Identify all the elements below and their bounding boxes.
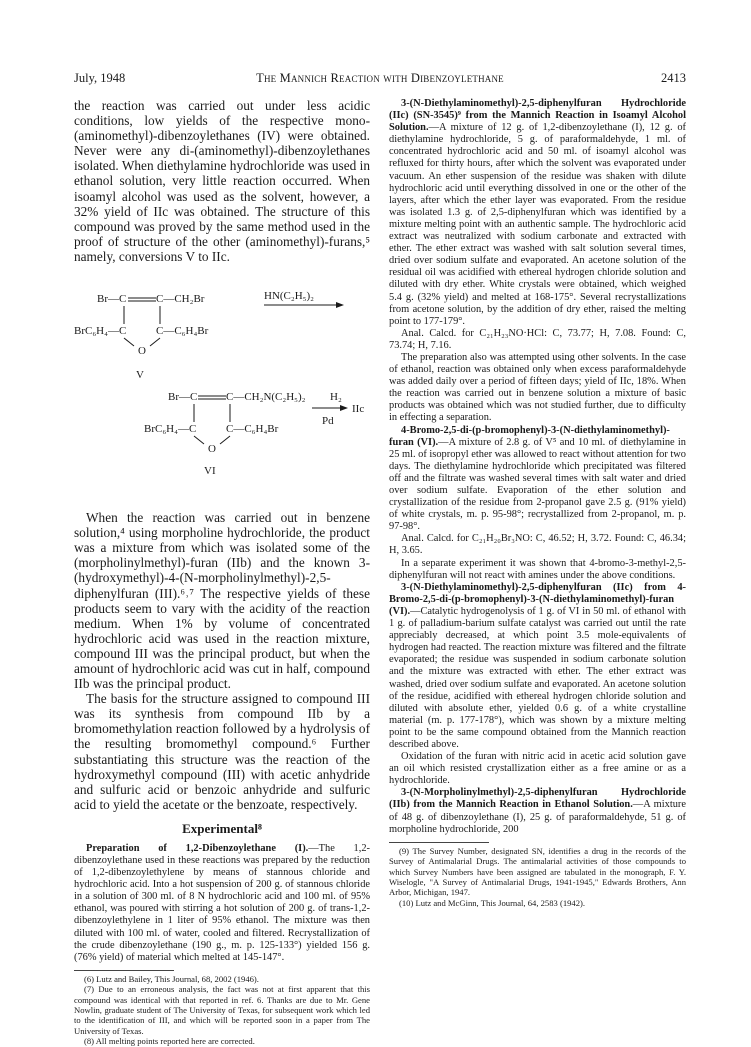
procedure-paragraph: [389, 425, 686, 534]
v-bot-left: BrC₆H₄—C: [74, 325, 127, 338]
procedure-paragraph: [389, 98, 686, 328]
footnote: (6) Lutz and Bailey, This Journal, 68, 2002 (1946).: [84, 973, 259, 984]
vi-oxygen: O: [208, 443, 216, 456]
procedure-body: —A mixture of 12 g. of 1,2-dibenzoylethane (I), 12 g. of diethylamine hydrochloride, 5 g. of paraformaldehyde, 1 ml. of concentrated hydrochloric acid and 50 ml. of isoamyl alcohol was refluxed for thirty hours, after which the solvent was evaporated under vacuum. An ether suspension of the residue was shaken with dilute hydrochloric acid until everything dissolved in one or the other of the layers, after which the ether layer was evaporated. From the residue was isolated 1.3 g. of 2,5-diphenylfuran which was identified by a mixture melting point with an authentic sample. The hydrochloric acid extract was neutralized with sodium carbonate and extracted with ether. The ether extract was washed with salt solution several times, dried over sodium sulfate and evaporated. An acetone solution of the residual oil was acidified with ethereal hydrogen chloride solution and diluted with dry ether. White crystals were obtained, which weighed 5.4 g. (32% yield) and melted at 168-175°. Several recrystallizations from acetone solution, by the addition of dry ether, raised the melting point to 177-179°.: [389, 122, 686, 327]
analysis-line: Anal. Calcd. for C₂₁H₂₃NO·HCl: C, 73.77; H, 7.08. Found: C, 73.74; H, 7.16.: [389, 327, 686, 351]
procedure-title: 3-(N-Diethylaminomethyl)-2,5-diphenylfuran Hydrochloride (IIc) (SN-3545)⁹ from the Mannich Reaction in Isoamyl Alcohol Solution.: [389, 98, 686, 134]
footnote: (9) The Survey Number, designated SN, identifies a drug in the records of the Survey of Antimalarial Drugs. The antimalarial activities of those compounds to which Survey Numbers have been assigned are tabulated in the monograph, F. Y. Wiselogle, "A Survey of Antimalarial Drugs, 1941-1945," Edwards Brothers, Ann Arbor, Michigan, 1947.: [389, 845, 686, 898]
page-number: 2413: [661, 71, 686, 85]
footnotes-right: [389, 846, 686, 908]
vi-label: VI: [204, 465, 216, 478]
vi-bot-right: C—C₆H₄Br: [226, 423, 279, 436]
procedure-paragraph: [74, 843, 370, 964]
procedure-title: Preparation of 1,2-Dibenzoylethane (I).: [86, 842, 309, 854]
v-reagent: HN(C₂H₅)₂: [264, 290, 314, 303]
section-heading: Experimental⁸: [182, 820, 262, 836]
procedure-paragraph: Oxidation of the furan with nitric acid in acetic acid solution gave an oil which resisted crystallization either as a free amine or as a hydrochloride.: [389, 751, 686, 787]
vi-top-mid: C—CH₂N(C₂H₅)₂: [226, 391, 306, 404]
paragraph: The basis for the structure assigned to compound III was its synthesis from compound IIb by a bromomethylation reaction followed by a hydrolysis of the resulting bromomethyl compound.⁶ Further substantiating this structure was the reaction of the hydroxymethyl compound (III) with acetic anhydride and sulfuric acid or benzoic anhydride and sulfuric acid to yield the acetate or the benzoate, respectively.: [74, 691, 370, 812]
paragraph: When the reaction was carried out in benzene solution,⁴ using morpholine hydrochloride, the product was a mixture from which was isolated some of the (morpholinylmethyl)-furan (IIb) and the known 3-(hydroxymethyl)-4-(N-morpholinylmethyl)-2,5-diphenylfuran (III).⁶˒⁷ The respective yields of these products seem to vary with the acidity of the reaction medium. When 1% by volume of concentrated hydrochloric acid was used in the reaction mixture, compound III was the principal product, but when the amount of hydrochloric acid was cut in half, compound IIb was the principal product.: [74, 510, 370, 692]
v-label: V: [136, 369, 144, 382]
procedure-paragraph: [389, 582, 686, 751]
footnote: (8) All melting points reported here are corrected.: [84, 1036, 255, 1047]
procedure-title: 4-Bromo-2,5-di-(p-bromophenyl)-3-(N-diethylaminomethyl)-furan (VI).: [389, 424, 670, 448]
footnotes-left: [74, 974, 370, 1047]
procedure-paragraph: The preparation also was attempted using other solvents. In the case of ethanol, reaction was obtained only when excess paraformaldehyde was added daily over a period of fifteen days; yield of IIc, 18%. When the reaction was carried out in benzene solution a mixture of basic products was obtained which was not studied further, due to difficulty in effecting a separation.: [389, 351, 686, 424]
vi-pd: Pd: [322, 415, 334, 428]
v-top-left: Br—C: [97, 293, 127, 306]
header-title: The Mannich Reaction with Dibenzoylethane: [256, 71, 504, 85]
vi-top-left: Br—C: [168, 391, 198, 404]
v-top-mid: C—CH₂Br: [156, 293, 205, 306]
reaction-scheme-drawing: [74, 268, 370, 506]
vi-h2: H₂: [330, 391, 342, 404]
paragraph: the reaction was carried out under less acidic conditions, low yields of the respective mono-(aminomethyl)-dibenzoylethanes (IV) were obtained. Never were any di-(aminomethyl)-dibenzoylethanes isolated. When diethylamine hydrochloride was used in ethanol solution, very little reaction occurred. When isoamyl alcohol was used as the solvent, however, a 32% yield of IIc was obtained. The structure of this compound was proved by the same method used in the proof of structure of the other (aminomethyl)-furans,⁵ namely, conversions V to IIc.: [74, 98, 370, 264]
vi-bot-left: BrC₆H₄—C: [144, 423, 197, 436]
v-bot-right: C—C₆H₄Br: [156, 325, 209, 338]
analysis-line: Anal. Calcd. for C₂₁H₂₀Br₃NO: C, 46.52; H, 3.72. Found: C, 46.34; H, 3.65.: [389, 533, 686, 557]
reaction-scheme: [74, 268, 370, 506]
procedure-paragraph: [389, 787, 686, 835]
procedure-body: —The 1,2-dibenzoylethane used in these reactions was prepared by the reduction of 1,2-dibenzoylethylene by means of stannous chloride and hydrochloric acid. Into a hot suspension of 200 g. of stannous chloride in a solution of 300 ml. of 8 N hydrochloric acid and 100 ml. of 95% ethanol, was poured with stirring a hot solution of 200 g. of trans-1,2-dibenzoylethylene in 1 liter of 95% ethanol. The mixture was then diluted with 100 ml. of water, cooled and filtered. Recrystallization of the crude dibenzoylethane (190 g., m. p. 125-133°) yielded 156 g. (76% yield) of material which melted at 145-147°.: [74, 842, 370, 963]
footnote: (10) Lutz and McGinn, This Journal, 64, 2583 (1942).: [399, 897, 586, 908]
procedure-body: —A mixture of 2.8 g. of V⁵ and 10 ml. of diethylamine in 25 ml. of isopropyl ether was allowed to react without attention for two days. The diethylamine hydrochloride which precipitated was filtered off and the filtrate was washed several times with salt water and dried over sodium sulfate. Evaporation of the ether solution and crystallization of the residue from 2-propanol gave 2.5 g. (91% yield) of white crystals, m. p. 95-98°; recrystallized from 2-propanol, m. p. 97-98°.: [389, 436, 686, 533]
running-header: [74, 71, 686, 87]
procedure-title: 3-(N-Diethylaminomethyl)-2,5-diphenylfuran (IIc) from 4-Bromo-2,5-di-(p-bromophenyl)-3-(N-diethylaminomethyl)-furan (VI).: [389, 581, 686, 617]
procedure-body: —A mixture of 48 g. of dibenzoylethane (I), 25 g. of paraformaldehyde, 51 g. of morpholine hydrochloride, 200: [389, 799, 686, 835]
procedure-paragraph: In a separate experiment it was shown that 4-bromo-3-methyl-2,5-diphenylfuran will not react with amines under the above conditions.: [389, 557, 686, 581]
vi-product: IIc: [352, 403, 365, 416]
left-column: [74, 98, 370, 1047]
procedure-title: 3-(N-Morpholinylmethyl)-2,5-diphenylfuran Hydrochloride (IIb) from the Mannich Reaction in Ethanol Solution.: [389, 787, 686, 811]
procedure-body: —Catalytic hydrogenolysis of 1 g. of VI in 50 ml. of ethanol with 1 g. of palladium-barium sulfate catalyst was carried out until the rate appreciably decreased, at which point 3.5 mole-equivalents of hydrogen had reacted. The reaction mixture was filtered and the filtrate evaporated; the residue was suspended in sodium carbonate solution and the mixture was extracted with ether. The ether extract was washed, dried over sodium sulfate and evaporated. An acetone solution of the residue, acidified with ethereal hydrogen chloride solution and diluted with absolute ether, yielded 0.6 g. of a white crystalline material (m. p. 177-178°), which was shown by a mixture melting point to be the same compound obtained from the Mannich reaction described above.: [389, 605, 686, 750]
right-column: [389, 98, 686, 908]
footnote: (7) Due to an erroneous analysis, the fact was not at first apparent that this compound was identical with that reported in ref. 6. Thanks are due to Mr. Gene Nowlin, graduate student of The University of Texas, for subsequent work which led to the identification of III, and which will be reported soon in a paper from The University of Texas.: [74, 984, 370, 1036]
header-date: July, 1948: [74, 71, 126, 85]
v-oxygen: O: [138, 345, 146, 358]
